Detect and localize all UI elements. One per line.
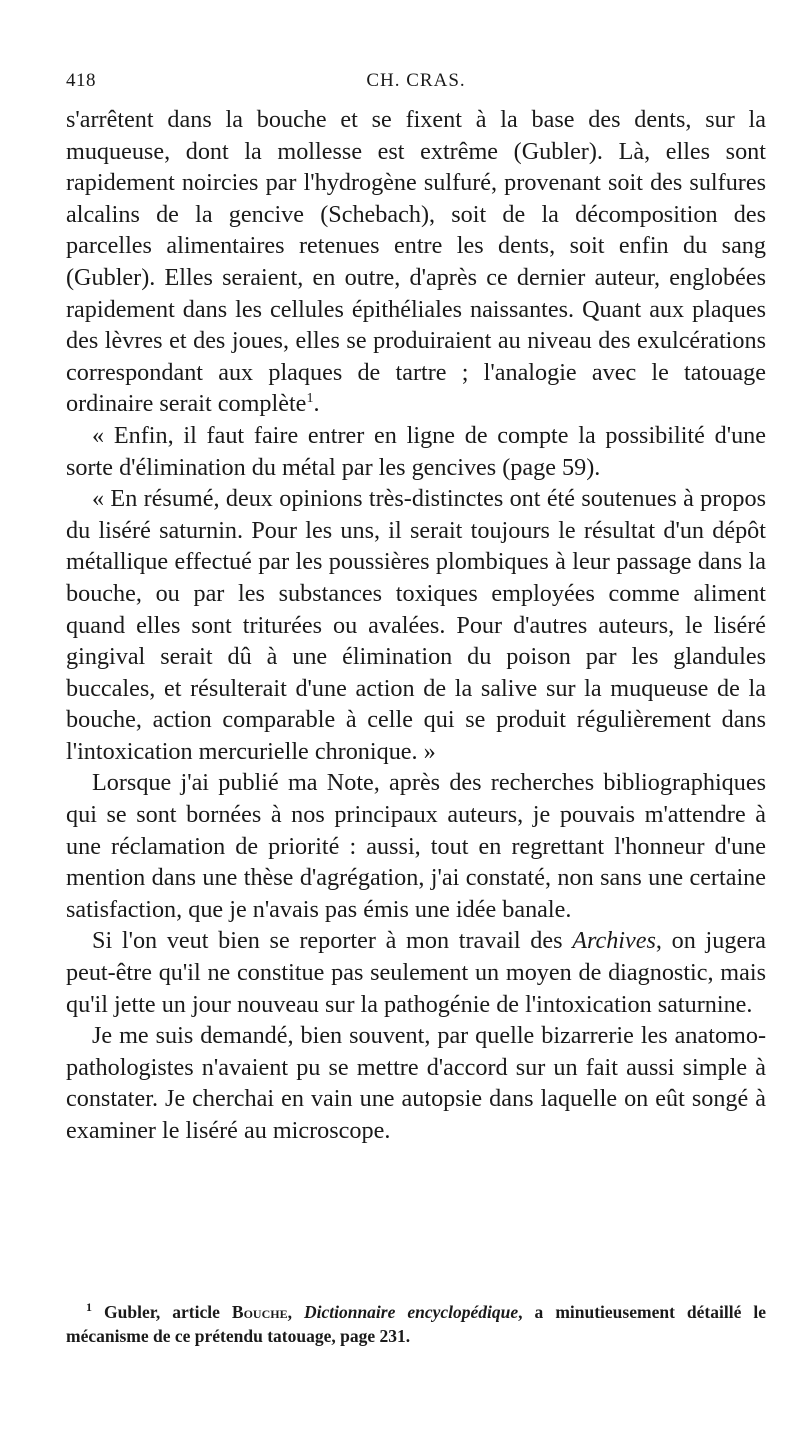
footnote-text-end: , a minutieusement détaillé le mécanisme de ce prétendu tatouage, page 231. [66, 1302, 766, 1346]
paragraph-5-end: , on jugera peut-être qu'il ne constitue pas seulement un moyen de diagnostic, mais qu'il jette un jour nouveau sur la pathogénie de l'intoxication saturnine. [66, 927, 766, 1018]
running-head [66, 70, 766, 96]
footnote-1 [66, 1300, 766, 1348]
paragraph-1-end: . [313, 390, 320, 418]
paragraph-2: « Enfin, il faut faire entrer en ligne de compte la possibilité d'une sorte d'élimination du métal par les gencives (page 59). [66, 421, 766, 481]
running-title: CH. CRAS. [366, 70, 466, 91]
paragraph-1 [66, 104, 766, 420]
main-text [66, 104, 766, 1147]
footnote-reference: 1 [306, 391, 314, 407]
footnote-dictionary-title: Dictionnaire encyclopédique [303, 1302, 519, 1322]
paragraph-1-text: s'arrêtent dans la bouche et se fixent à la base des dents, sur la muqueuse, dont la mollesse est extrême (Gubler). Là, elles sont rapidement noircies par l'hydrogène sulfuré, provenant soit des sulfures alcalins de la gencive (Schebach), soit de la décomposition des parcelles alimentaires retenues entre les dents, soit enfin du sang (Gubler). Elles seraient, en outre, d'après ce dernier auteur, englobées rapidement dans les cellules épithéliales naissantes. Quant aux plaques des lèvres et des joues, elles se produiraient au niveau des exulcérations correspondant aux plaques de tartre ; l'analogie avec le tatouage ordinaire serait complète [66, 106, 766, 418]
footnote-article-name: Bouche [231, 1302, 288, 1322]
page-number: 418 [66, 70, 96, 91]
footnote-text-start: Gubler, article [104, 1302, 232, 1322]
footnote-mark: 1 [86, 1300, 92, 1315]
paragraph-6: Je me suis demandé, bien souvent, par quelle bizarrerie les anatomo-pathologistes n'avaient pu se mettre d'accord sur un fait aussi simple à constater. Je cherchai en vain une autopsie dans laquelle on eût songé à examiner le liséré au microscope. [66, 1022, 766, 1144]
paragraph-5 [66, 925, 766, 1020]
paragraph-4: Lorsque j'ai publié ma Note, après des recherches bibliographiques qui se sont bornées à nos principaux auteurs, je pouvais m'attendre à une réclamation de priorité : aussi, tout en regrettant l'honneur d'une mention dans une thèse d'agrégation, j'ai constaté, non sans une certaine satisfaction, que je n'avais pas émis une idée banale. [66, 769, 766, 923]
footnote-separator: , [287, 1302, 304, 1322]
paragraph-5-start: Si l'on veut bien se reporter à mon travail des [92, 927, 573, 955]
archives-title: Archives [572, 927, 656, 955]
paragraph-3: « En résumé, deux opinions très-distinctes ont été soutenues à propos du liséré saturnin. Pour les uns, il serait toujours le résultat d'un dépôt métallique effectué par les poussières plombiques à leur passage dans la bouche, ou par les substances toxiques employées comme aliment quand elles sont triturées ou avalées. Pour d'autres auteurs, le liséré gingival serait dû à une élimination du poison par les glandules buccales, et résulterait d'une action de la salive sur la muqueuse de la bouche, action comparable à celle qui se produit régulièrement dans l'intoxication mercurielle chronique. » [66, 485, 766, 765]
footnotes [66, 1300, 766, 1348]
